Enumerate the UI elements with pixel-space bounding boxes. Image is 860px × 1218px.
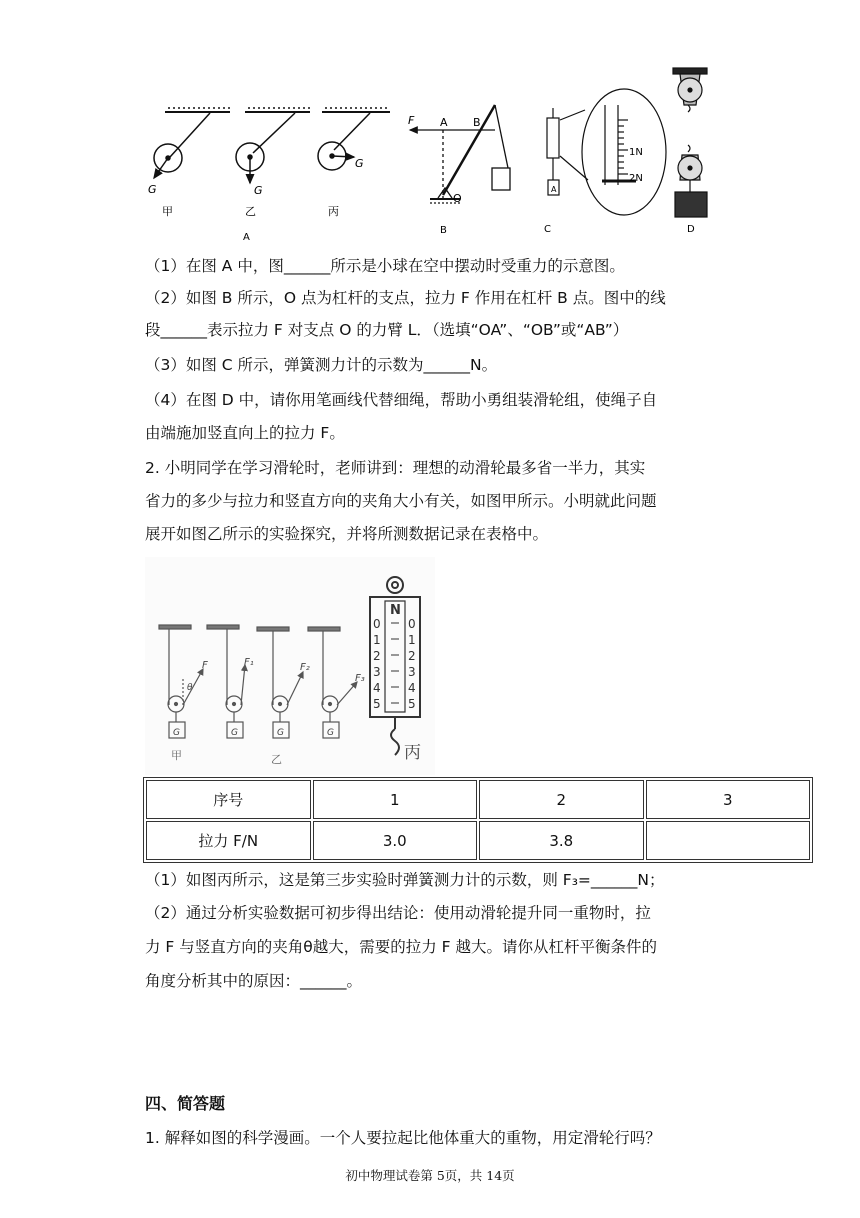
q2-intro-line3: 展开如图乙所示的实验探究，并将所测数据记录在表格中。 — [145, 525, 549, 543]
fig2-force-f3: F₃ — [355, 673, 365, 684]
figure-2 — [145, 557, 435, 775]
table-row — [146, 821, 810, 860]
fig2-caption-jia: 甲 — [171, 749, 182, 762]
panel-a-g-label-2: G — [254, 184, 263, 197]
panel-a-jia-label: 甲 — [162, 205, 173, 218]
q1-part-3: （3）如图 C 所示，弹簧测力计的示数为______N。 — [145, 356, 498, 374]
table-header-cell: 1 — [313, 780, 478, 819]
fig2-box-g-2: G — [231, 728, 238, 738]
panel-b-a-label: A — [440, 116, 448, 129]
table-header-cell: 3 — [646, 780, 811, 819]
q2-intro-line2: 省力的多少与拉力和竖直方向的夹角大小有关，如图甲所示。小明就此问题 — [145, 492, 657, 510]
panel-b-f-label: F — [408, 114, 415, 127]
fig2-theta: θ — [187, 683, 193, 693]
q2-part-2-line2: 力 F 与竖直方向的夹角θ越大，需要的拉力 F 越大。请你从杠杆平衡条件的 — [145, 938, 658, 956]
table-cell: 3.0 — [313, 821, 478, 860]
q1-part-1: （1）在图 A 中，图______所示是小球在空中摆动时受重力的示意图。 — [145, 257, 625, 275]
scale-num-5-right: 5 — [408, 697, 416, 711]
table-cell — [646, 821, 811, 860]
data-table — [143, 777, 813, 863]
table-row — [146, 780, 810, 819]
scale-num-3-left: 3 — [373, 665, 381, 679]
scale-num-1-right: 1 — [408, 633, 416, 647]
scale-n-label: N — [390, 603, 401, 618]
fig2-box-g-4: G — [327, 728, 334, 738]
panel-d — [673, 68, 707, 217]
q2-part-2-line1: （2）通过分析实验数据可初步得出结论：使用动滑轮提升同一重物时，拉 — [145, 904, 651, 922]
fig2-caption-bing: 丙 — [404, 743, 421, 763]
fig2-force-f1: F₁ — [244, 657, 254, 668]
table-cell: 3.8 — [479, 821, 644, 860]
q1-part-2-line2: 段______表示拉力 F 对支点 O 的力臂 L．（选填“OA”、“OB”或“AB”） — [145, 321, 629, 339]
scale-num-0-left: 0 — [373, 617, 381, 631]
panel-a-label: A — [243, 232, 250, 243]
q2-part-2-line3: 角度分析其中的原因：______。 — [145, 972, 363, 990]
scale-num-1-left: 1 — [373, 633, 381, 647]
panel-c-a-label: A — [551, 185, 557, 194]
scale-num-0-right: 0 — [408, 617, 416, 631]
panel-b-b-label: B — [473, 116, 481, 129]
table-header-cell: 2 — [479, 780, 644, 819]
scale-num-4-left: 4 — [373, 681, 381, 695]
q1-part-4-line1: （4）在图 D 中，请你用笔画线代替细绳，帮助小勇组装滑轮组，使绳子自 — [145, 391, 658, 409]
fig2-box-g-1: G — [173, 728, 180, 738]
table-cell: 拉力 F/N — [146, 821, 311, 860]
panel-c-1n-label: 1N — [629, 147, 643, 158]
q1-part-4-line2: 由端施加竖直向上的拉力 F。 — [145, 424, 345, 442]
panel-c — [547, 89, 666, 215]
scale-num-3-right: 3 — [408, 665, 416, 679]
panel-a-yi-label: 乙 — [245, 205, 256, 218]
panel-a-g-label-3: G — [355, 157, 364, 170]
fig2-caption-yi: 乙 — [271, 753, 282, 766]
q2-part-1: （1）如图丙所示，这是第三步实验时弹簧测力计的示数，则 F₃=______N； — [145, 871, 665, 889]
q2-intro-line1: 2. 小明同学在学习滑轮时，老师讲到：理想的动滑轮最多省一半力，其实 — [145, 459, 646, 477]
panel-c-2n-label: 2N — [629, 173, 643, 184]
figure-1 — [140, 60, 740, 245]
scale-num-5-left: 5 — [373, 697, 381, 711]
section-4-q1: 1. 解释如图的科学漫画。一个人要拉起比他体重大的重物，用定滑轮行吗？ — [145, 1129, 661, 1147]
panel-b-o-label: O — [453, 192, 462, 205]
panel-a-g-label-1: G — [148, 183, 157, 196]
page-footer: 初中物理试卷第 5页，共 14页 — [345, 1168, 515, 1183]
q1-part-2-line1: （2）如图 B 所示，O 点为杠杆的支点，拉力 F 作用在杠杆 B 点。图中的线 — [145, 289, 666, 307]
section-4-title: 四、简答题 — [145, 1094, 226, 1113]
panel-b-label: B — [440, 225, 447, 236]
scale-num-2-right: 2 — [408, 649, 416, 663]
fig2-force-f: F — [202, 660, 208, 671]
table-header-cell: 序号 — [146, 780, 311, 819]
scale-num-2-left: 2 — [373, 649, 381, 663]
fig2-force-f2: F₂ — [300, 662, 310, 673]
fig2-box-g-3: G — [277, 728, 284, 738]
panel-d-label: D — [687, 224, 695, 235]
scale-num-4-right: 4 — [408, 681, 416, 695]
panel-b — [410, 105, 510, 203]
panel-a — [154, 108, 390, 183]
panel-a-bing-label: 丙 — [328, 205, 339, 218]
panel-c-label: C — [544, 224, 551, 235]
